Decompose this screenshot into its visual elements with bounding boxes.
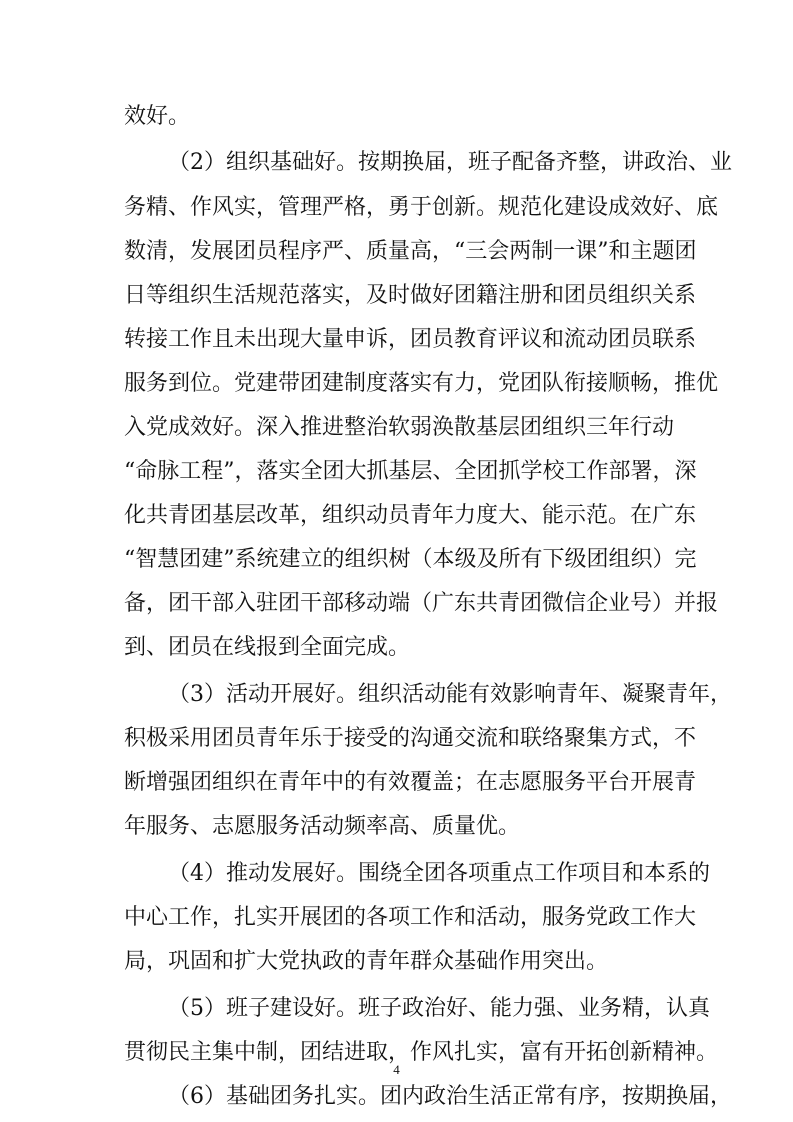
text-line: 中心工作，扎实开展团的各项工作和活动，服务党政工作大: [124, 905, 697, 930]
page-number: 4: [393, 1062, 400, 1077]
text-line: 积极采用团员青年乐于接受的沟通交流和联络聚集方式，不: [124, 726, 697, 751]
text-line: （2）组织基础好。按期换届，班子配备齐整，讲政治、业: [168, 150, 732, 175]
text-line: 务精、作风实，管理严格，勇于创新。规范化建设成效好、底: [124, 195, 719, 220]
text-line: （4）推动发展好。围绕全团各项重点工作项目和本系的: [168, 861, 710, 886]
text-line: 备，团干部入驻团干部移动端（广东共青团微信企业号）并报: [124, 591, 719, 616]
text-line: “智慧团建”系统建立的组织树（本级及所有下级团组织）完: [124, 547, 697, 572]
text-line: “命脉工程”，落实全团大抓基层、全团抓学校工作部署，深: [124, 459, 697, 484]
text-line: 化共青团基层改革，组织动员青年力度大、能示范。在广东: [124, 503, 697, 528]
text-line: （3）活动开展好。组织活动能有效影响青年、凝聚青年，: [168, 682, 732, 707]
text-line: （6）基础团务扎实。团内政治生活正常有序，按期换届，: [168, 1084, 732, 1109]
text-line: 效好。: [124, 104, 191, 129]
text-line: 局，巩固和扩大党执政的青年群众基础作用突出。: [124, 949, 609, 974]
text-line: 入党成效好。深入推进整治软弱涣散基层团组织三年行动: [124, 415, 675, 440]
text-line: （5）班子建设好。班子政治好、能力强、业务精，认真: [168, 996, 710, 1021]
text-line: 断增强团组织在青年中的有效覆盖；在志愿服务平台开展青: [124, 770, 697, 795]
text-line: 服务到位。党建带团建制度落实有力，党团队衔接顺畅，推优: [124, 371, 719, 396]
text-line: 转接工作且未出现大量申诉，团员教育评议和流动团员联系: [124, 327, 697, 352]
text-line: 贯彻民主集中制，团结进取，作风扎实，富有开拓创新精神。: [124, 1040, 719, 1065]
text-line: 年服务、志愿服务活动频率高、质量优。: [124, 814, 521, 839]
text-line: 日等组织生活规范落实，及时做好团籍注册和团员组织关系: [124, 283, 697, 308]
text-line: 到、团员在线报到全面完成。: [124, 635, 411, 660]
text-line: 数清，发展团员程序严、质量高，“三会两制一课”和主题团: [124, 239, 697, 264]
